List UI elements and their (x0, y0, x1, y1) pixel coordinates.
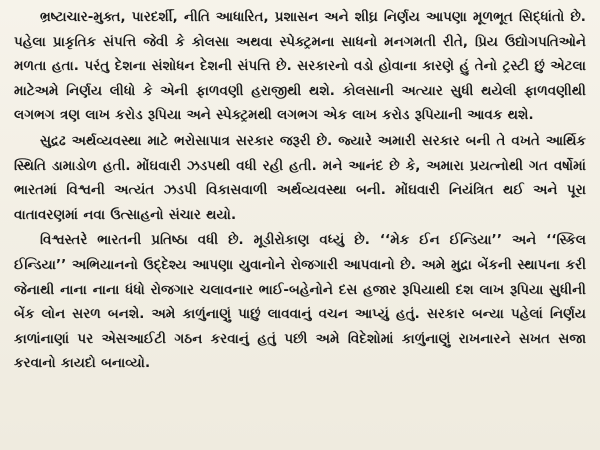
paragraph-2: સુદ્રઢ અર્થવ્યવસ્થા માટે ભરોસાપાત્ર સરકાર જરૂરી છે. જ્યારે અમારી સરકાર બની તે વખતે આર્થિક સ્થિતિ ડામાડોળ હતી. મોંઘવારી ઝડપથી વધી રહી હતી. મને આનંદ છે કે, અમારા પ્રયત્નોથી ગત વર્ષોમાં ભારતમાં વિશ્વની અત્યંત ઝડપી વિકાસવાળી અર્થવ્યવસ્થા બની. મોંઘવારી નિયંત્રિત થઈ અને પૂરા વાતાવરણમાં નવા ઉત્સાહનો સંચાર થયો. (14, 133, 586, 223)
paragraph-3: વિશ્વસ્તરે ભારતની પ્રતિષ્ઠા વધી છે. મૂડીરોકાણ વધ્યું છે. ‘‘મેક ઈન ઈન્ડિયા’’ અને ‘‘સ્કિલ ઈન્ડિયા’’ અભિયાનનો ઉદ્દેશ્ય આપણા યુવાનોને રોજગારી આપવાનો છે. અમે મુદ્રા બેંકની સ્થાપના કરી જેનાથી નાના નાના ધંધો રોજગાર ચલાવનાર ભાઈ-બહેનોને દસ હજાર રૂપિયાથી દશ લાખ રૂપિયા સુધીની બેંક લોન સરળ બનશે. અમે કાળુંનાણું પાછું લાવવાનું વચન આપ્યું હતું. સરકાર બન્યા પહેલાં નિર્ણય કાળાંનાણાં પર એસઆઈટી ગઠન કરવાનું હતું પછી અમે વિદેશોમાં કાળુંનાણું રાખનારને સખત સજા કરવાનો કાયદો બનાવ્યો. (14, 233, 586, 372)
paragraph-1: ભ્રષ્ટાચાર-મુક્ત, પારદર્શી, નીતિ આધારિત, પ્રશાસન અને શીઘ્ર નિર્ણય આપણા મૂળભૂત સિદ્ધાંતો છે. પહેલા પ્રાકૃતિક સંપત્તિ જેવી કે કોલસા અથવા સ્પેક્ટ્રમના સાધનો મનગમતી રીતે, પ્રિય ઉદ્યોગપતિઓને મળતા હતા. પરંતુ દેશના સંશોધન દેશની સંપત્તિ છે. સરકારનો વડો હોવાના કારણે હું તેનો ટ્રસ્ટી છું એટલા માટેઅમે નિર્ણય લીધો કે એની ફાળવણી હરાજીથી થશે. કોલસાની અત્યાર સુધી થયેલી ફાળવણીથી લગભગ ત્રણ લાખ કરોડ રૂપિયા અને સ્પેક્ટ્રમથી લગભગ એક લાખ કરોડ રૂપિયાની આવક થશે. (14, 10, 586, 124)
